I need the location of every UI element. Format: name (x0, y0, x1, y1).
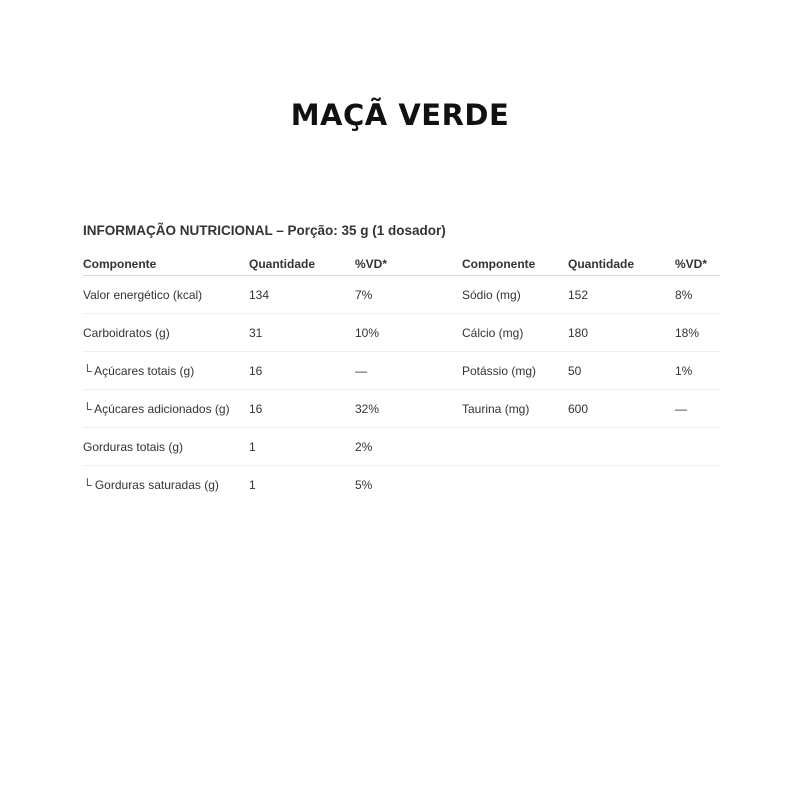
table-row (83, 466, 720, 504)
header-quantity-right: Quantidade (568, 253, 675, 276)
cell-quantity: 50 (568, 352, 675, 390)
cell-quantity: 180 (568, 314, 675, 352)
cell-quantity (568, 428, 675, 466)
cell-daily-value (675, 466, 720, 504)
cell-daily-value (675, 428, 720, 466)
cell-component (462, 466, 568, 504)
cell-daily-value: 2% (355, 428, 462, 466)
cell-component: └ Açúcares totais (g) (83, 352, 249, 390)
table-row (83, 276, 720, 314)
header-quantity-left: Quantidade (249, 253, 355, 276)
table-row (83, 314, 720, 352)
table-row (83, 428, 720, 466)
cell-quantity: 1 (249, 428, 355, 466)
cell-component: └ Gorduras saturadas (g) (83, 477, 219, 492)
table-row (83, 390, 720, 428)
header-daily-value-right: %VD* (675, 253, 720, 276)
cell-quantity: 16 (249, 352, 355, 390)
cell-daily-value: 1% (675, 352, 720, 390)
nutrition-table-container (83, 253, 720, 503)
product-title: MAÇÃ VERDE (290, 98, 510, 132)
cell-component: Taurina (mg) (462, 390, 568, 428)
header-component-right: Componente (462, 253, 568, 276)
cell-component (462, 428, 568, 466)
cell-component: Cálcio (mg) (462, 314, 568, 352)
cell-quantity: 16 (249, 390, 355, 428)
cell-component: Gorduras totais (g) (83, 428, 249, 466)
cell-component: └ Açúcares adicionados (g) (83, 390, 249, 428)
header-daily-value-left: %VD* (355, 253, 462, 276)
cell-quantity: 1 (249, 477, 256, 492)
cell-quantity (568, 466, 675, 504)
cell-daily-value: 32% (355, 390, 462, 428)
cell-daily-value: 5% (355, 477, 373, 492)
table-header-row (83, 253, 720, 276)
cell-component: Potássio (mg) (462, 352, 568, 390)
cell-component: Valor energético (kcal) (83, 276, 249, 314)
cell-daily-value: 7% (355, 276, 462, 314)
cell-component: Sódio (mg) (462, 276, 568, 314)
nutrition-table (83, 253, 720, 503)
cell-daily-value: 18% (675, 314, 720, 352)
header-component-left: Componente (83, 253, 249, 276)
cell-daily-value: — (675, 390, 720, 428)
cell-daily-value: 10% (355, 314, 462, 352)
cell-component: Carboidratos (g) (83, 314, 249, 352)
cell-quantity: 134 (249, 276, 355, 314)
table-row (83, 352, 720, 390)
cell-quantity: 31 (249, 314, 355, 352)
cell-quantity: 600 (568, 390, 675, 428)
nutrition-heading: INFORMAÇÃO NUTRICIONAL – Porção: 35 g (1 dosador) (83, 223, 446, 238)
cell-quantity: 152 (568, 276, 675, 314)
cell-daily-value: — (355, 352, 462, 390)
cell-daily-value: 8% (675, 276, 720, 314)
